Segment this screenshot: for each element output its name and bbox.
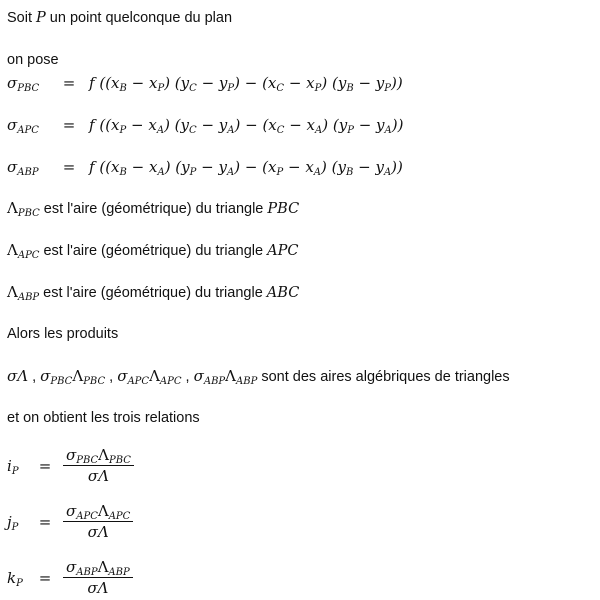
products-line: σΛ , $\sigma_{PBC}\Lambda_{PBC}$ , $\sigma_{APC}\Lambda_{APC}$ , $\sigma_{ABP}\Lambda_{ABP}$ sont des aires algébriques de triangles: [7, 367, 510, 387]
area-line-apc: $\Lambda_{APC}$ est l'aire (géométrique) du triangle APC: [7, 241, 299, 261]
relations-intro-line: et on obtient les trois relations: [7, 410, 200, 426]
fraction-k: $\frac{\sigma_{ABP}\Lambda_{ABP}}{\sigma\Lambda}$: [63, 558, 133, 597]
fraction-j: $\frac{\sigma_{APC}\Lambda_{APC}}{\sigma\Lambda}$: [63, 502, 133, 541]
intro-line: [7, 8, 232, 28]
relation-j: $j_P$ = $\frac{\sigma_{APC}\Lambda_{APC}}{\sigma\Lambda}$: [7, 502, 133, 541]
alors-line: Alors les produits: [7, 326, 119, 342]
intro-point: P: [36, 10, 46, 26]
definition-sigma-abp: $\sigma_{ABP} = f$ $((x_B - x_A) (y_P - y_A) - (x_P - x_A) (y_B - y_A))$: [7, 158, 403, 178]
on-pose-line: on pose: [7, 52, 59, 68]
intro-prefix: Soit: [7, 10, 37, 26]
definition-sigma-pbc: $\sigma_{PBC} = f$ $((x_B - x_P) (y_C - y_P) - (x_C - x_P) (y_B - y_P))$: [7, 74, 403, 94]
intro-suffix: un point quelconque du plan: [45, 10, 233, 26]
area-line-pbc: $\Lambda_{PBC}$ est l'aire (géométrique) du triangle PBC: [7, 199, 300, 219]
relation-i: $i_P$ = $\frac{\sigma_{PBC}\Lambda_{PBC}}{\sigma\Lambda}$: [7, 446, 134, 485]
definition-sigma-apc: $\sigma_{APC} = f$ $((x_P - x_A) (y_C - y_A) - (x_C - x_A) (y_P - y_A))$: [7, 116, 404, 136]
relation-k: $k_P$ = $\frac{\sigma_{ABP}\Lambda_{ABP}}{\sigma\Lambda}$: [7, 558, 133, 597]
area-line-abp: $\Lambda_{ABP}$ est l'aire (géométrique) du triangle ABC: [7, 283, 300, 303]
fraction-i: $\frac{\sigma_{PBC}\Lambda_{PBC}}{\sigma\Lambda}$: [63, 446, 134, 485]
